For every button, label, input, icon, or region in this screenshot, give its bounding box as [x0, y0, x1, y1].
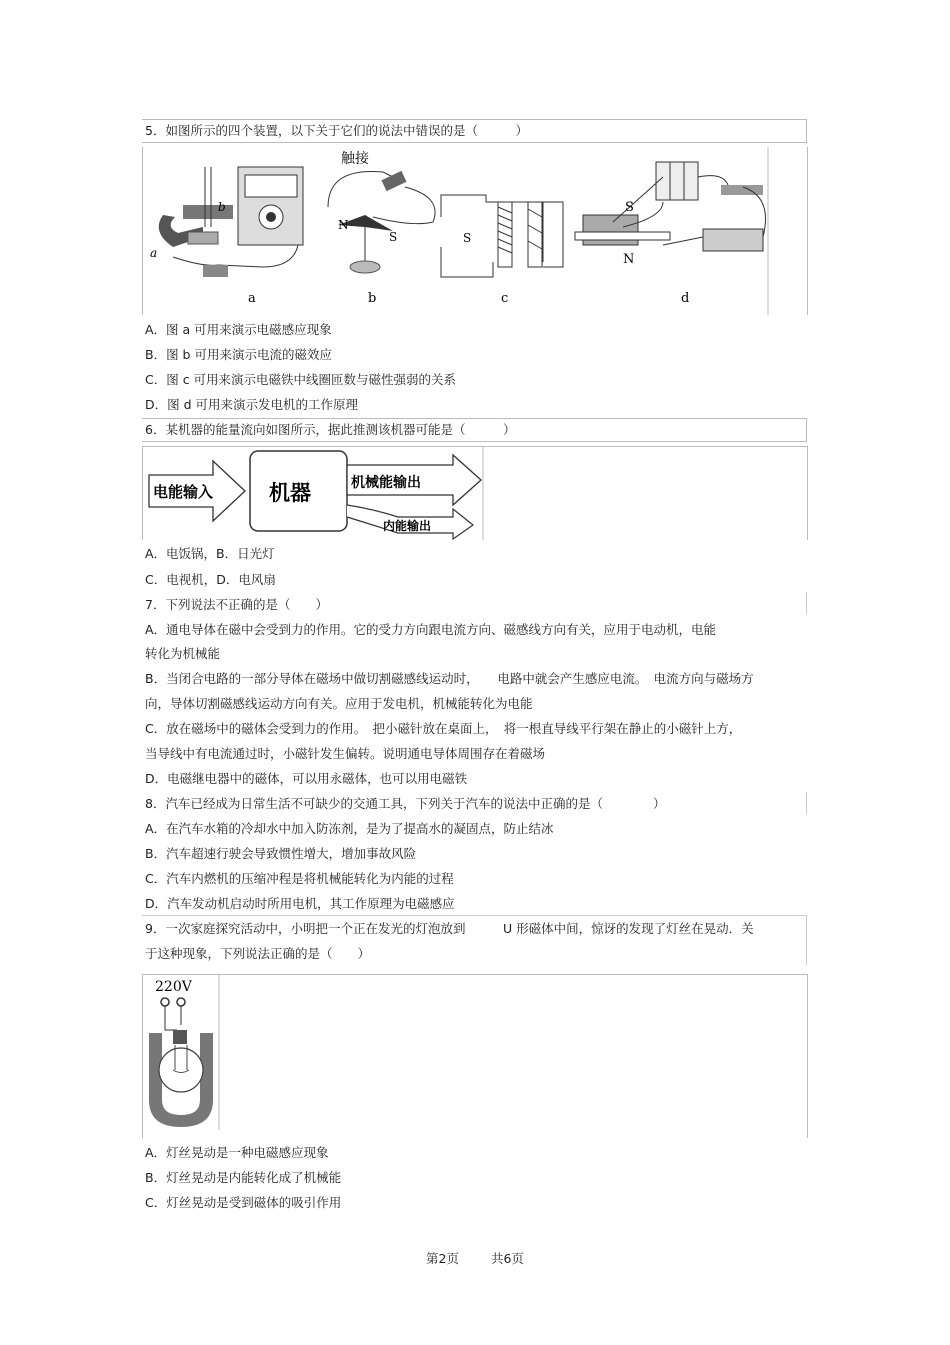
input-label: 电能输入 [153, 483, 214, 501]
fig-d-s-label: S [625, 200, 634, 215]
q5-option-a: A．图 a 可用来演示电磁感应现象 [145, 322, 332, 337]
q7-option-b-line2: 向，导体切割磁感线运动方向有关。应用于发电机，机械能转化为电能 [145, 696, 533, 711]
q8-option-d: D．汽车发动机启动时所用电机，其工作原理为电磁感应 [145, 896, 455, 911]
fig-label-a: a [248, 291, 256, 306]
q7-option-d: D．电磁继电器中的磁体，可以用永磁体，也可以用电磁铁 [145, 771, 468, 786]
q5-option-b: B．图 b 可用来演示电流的磁效应 [145, 347, 332, 362]
q7-divider [806, 592, 807, 614]
machine-label: 机器 [269, 480, 311, 505]
q9-option-a: A．灯丝晃动是一种电磁感应现象 [145, 1145, 329, 1160]
q9-divider [806, 915, 807, 965]
fig-label-c: c [501, 291, 509, 306]
q7-option-c-line2: 当导线中有电流通过时，小磁针发生偏转。说明通电导体周围存在着磁场 [145, 746, 546, 761]
fig-a-galvanometer [150, 167, 303, 277]
q5-figure [142, 147, 808, 315]
q8-stem: 8．汽车已经成为日常生活不可缺少的交通工具，下列关于汽车的说法中正确的是（ ） [145, 796, 666, 811]
q5-stem: 5．如图所示的四个装置，以下关于它们的说法中错误的是（ ） [145, 123, 528, 138]
fig-label-b: b [368, 291, 377, 306]
q9-bulb-magnet-figure [143, 975, 807, 1138]
q6-option-ab: A．电饭锅，B．日光灯 [145, 546, 275, 561]
q7-stem: 7．下列说法不正确的是（ ） [145, 597, 328, 612]
voltage-label: 220V [155, 979, 192, 995]
q8-option-c: C．汽车内燃机的压缩冲程是将机械能转化为内能的过程 [145, 871, 454, 886]
fig-d-motor [575, 162, 766, 267]
q9-option-c: C．灯丝晃动是受到磁体的吸引作用 [145, 1195, 342, 1210]
q9-top-rule [142, 915, 806, 916]
q7-option-b-line1: B．当闭合电路的一部分导体在磁场中做切割磁感线运动时， 电路中就会产生感应电流。 电流方向与磁场方 [145, 671, 754, 686]
q6-energy-flow-diagram [143, 447, 807, 540]
fig-b-oersted [328, 150, 435, 273]
page-number: 第2页 [426, 1251, 459, 1266]
q6-figure [142, 446, 808, 540]
page-footer [0, 1249, 950, 1267]
fig-label-d: d [681, 291, 690, 306]
mechanical-output-label: 机械能输出 [351, 475, 421, 491]
fig-a-pole-a: a [150, 246, 158, 260]
q5-figure-svg [143, 147, 807, 315]
q9-stem-line1: 9．一次家庭探究活动中，小明把一个正在发光的灯泡放到 U 形磁体中间，惊讶的发现了灯丝在晃动．关 [145, 921, 754, 936]
fig-c-electromagnet [441, 195, 563, 277]
q9-option-b: B．灯丝晃动是内能转化成了机械能 [145, 1170, 342, 1185]
q8-divider [806, 792, 807, 814]
fig-d-n-label: N [623, 252, 635, 267]
q8-option-a: A．在汽车水箱的冷却水中加入防冻剂，是为了提高水的凝固点，防止结冰 [145, 821, 554, 836]
page-total: 共6页 [490, 1251, 524, 1266]
q9-figure [142, 974, 808, 1138]
fig-a-pole-b: b [218, 200, 226, 214]
q6-stem: 6．某机器的能量流向如图所示，据此推测该机器可能是（ ） [145, 422, 516, 437]
heat-output-label: 内能输出 [383, 519, 432, 533]
q5-option-c: C．图 c 可用来演示电磁铁中线圈匝数与磁性强弱的关系 [145, 372, 457, 387]
fig-b-n-label: N [338, 218, 349, 232]
q9-stem-line2: 于这种现象，下列说法正确的是（ ） [145, 946, 371, 961]
q7-option-a-line2: 转化为机械能 [145, 646, 221, 661]
q6-option-cd: C．电视机，D．电风扇 [145, 572, 276, 587]
light-bulb [159, 1048, 203, 1092]
q7-option-a-line1: A．通电导体在磁中会受到力的作用。它的受力方向跟电流方向、磁感线方向有关，应用于电动机，电能 [145, 622, 717, 637]
q8-option-b: B．汽车超速行驶会导致惯性增大，增加事故风险 [145, 846, 417, 861]
q5-option-d: D．图 d 可用来演示发电机的工作原理 [145, 397, 359, 412]
fig-c-s-label: S [463, 231, 472, 245]
q7-option-c-line1: C．放在磁场中的磁体会受到力的作用。 把小磁针放在桌面上， 将一根直导线平行架在静止的小磁针上方， [145, 721, 742, 736]
fig-b-s-label: S [389, 230, 398, 244]
fig-b-touch-label: 触接 [341, 151, 369, 167]
